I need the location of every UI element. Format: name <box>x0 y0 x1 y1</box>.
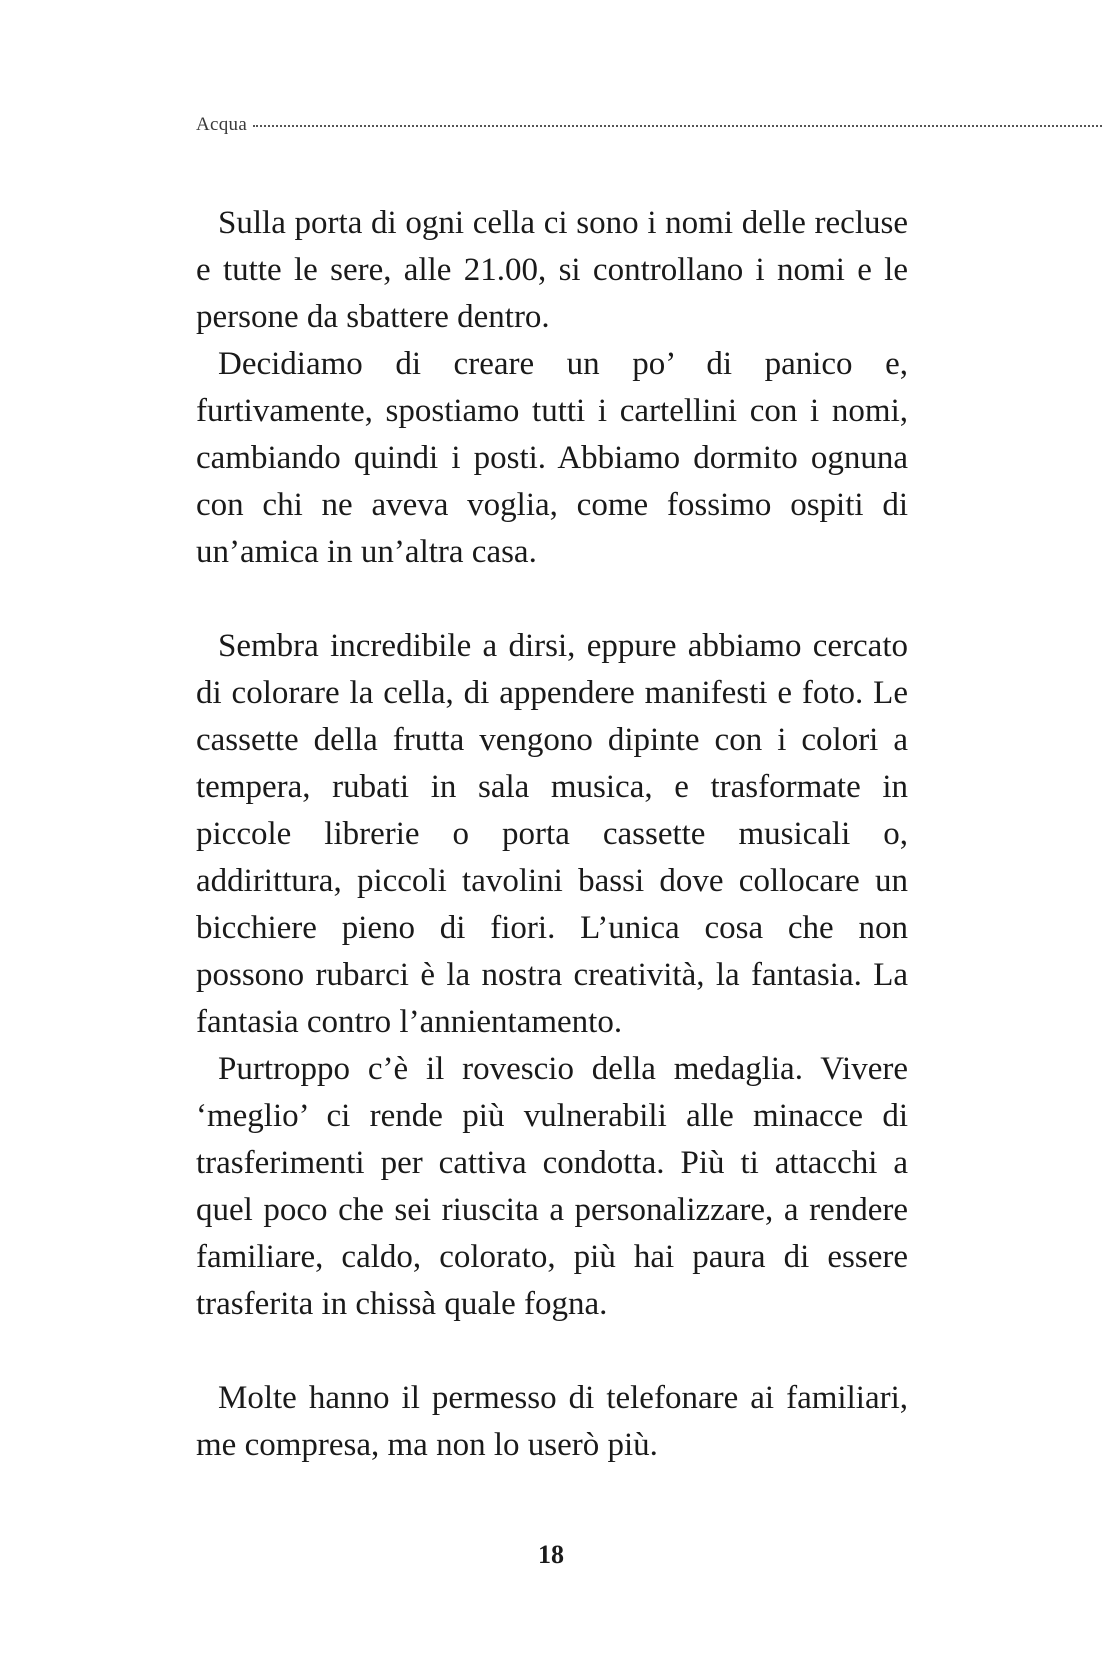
paragraph: Sulla porta di ogni cella ci sono i nomi delle recluse e tutte le sere, alle 21.00, si controllano i nomi e le persone da sbattere dentro. <box>196 205 908 335</box>
section-break <box>196 576 908 623</box>
paragraph: Decidiamo di creare un po’ di panico e, furtivamente, spostiamo tutti i cartellini con i nomi, cambiando quindi i posti. Abbiamo dormito ognuna con chi ne aveva voglia, come fossimo ospiti di un’amica in un’altra casa. <box>196 346 908 570</box>
paragraph: Sembra incredibile a dirsi, eppure abbiamo cercato di colorare la cella, di appendere manifesti e foto. Le cassette della frutta vengono dipinte con i colori a tempera, rubati in sala musica, e trasformate in piccole librerie o porta cassette musicali o, addirittura, piccoli tavolini bassi dove collocare un bicchiere pieno di fiori. L’unica cosa che non possono rubarci è la nostra creatività, la fantasia. La fantasia contro l’annientamento. <box>196 628 908 1040</box>
dotted-leader-line <box>253 125 1102 127</box>
paragraph: Purtroppo c’è il rovescio della medaglia. Vivere ‘meglio’ ci rende più vulnerabili alle minacce di trasferimenti per cattiva condotta. Più ti attacchi a quel poco che sei riuscita a personalizzare, a rendere familiare, caldo, colorato, più hai paura di essere trasferita in chissà quale fogna. <box>196 1051 908 1322</box>
page-body-text <box>196 200 908 1469</box>
running-header-title: Acqua <box>196 114 248 135</box>
section-break <box>196 1328 908 1375</box>
paragraph: Molte hanno il permesso di telefonare ai familiari, me compresa, ma non lo userò più. <box>196 1380 908 1463</box>
page-number: 18 <box>538 1540 564 1569</box>
running-header <box>196 114 1102 136</box>
